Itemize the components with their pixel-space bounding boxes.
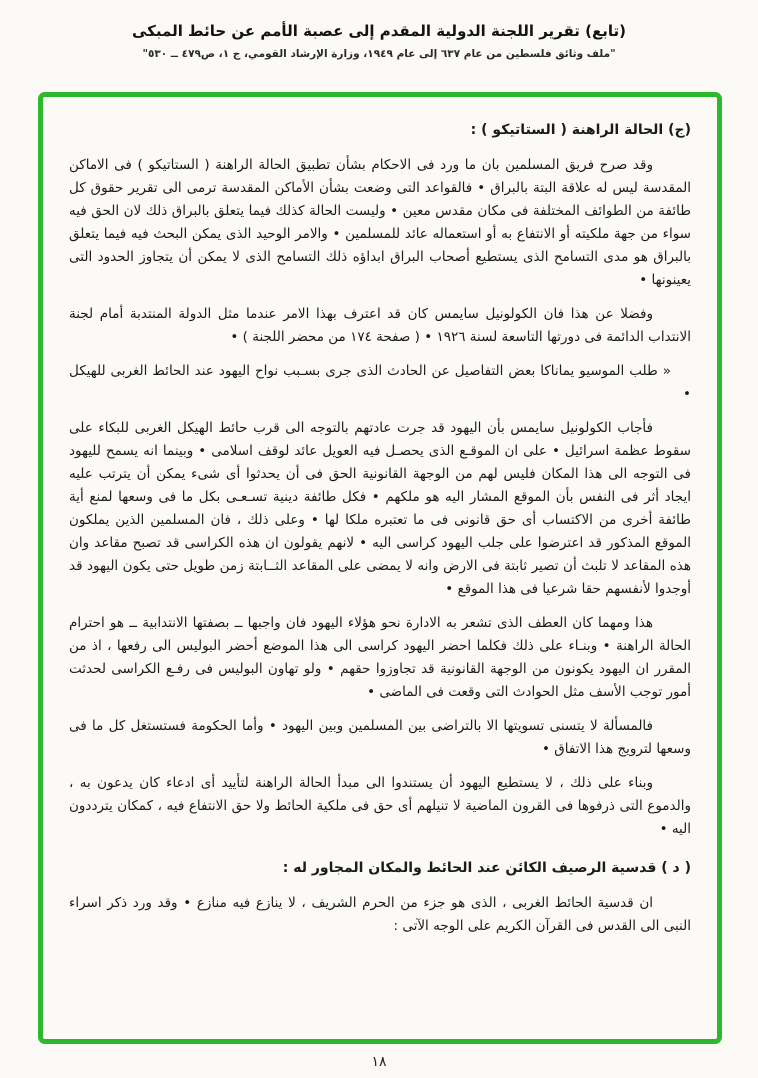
paragraph-4: فأجاب الكولونيل سايمس بأن اليهود قد جرت عادتهم بالتوجه الى قرب حائط الهيكل الغربى للبكاء على سقوط عظمة اسرائيل • على ان الموقـع الذى يحصـل فيه العويل عائد لوقف اسلامى • وبينما انه يسمح لليهود فى التوجه الى هذا المكان فليس لهم من الوجهة القانونية الحق فى أن يحدثوا أى شىء يمكن أن يترتب عليه ايجاد أثر فى النفس بأن الموقع المشار اليه هو ملكهم • فكل طائفة دينية تسـعـى بكل ما فى وسعها لمنع أية طائفة أخرى من الاكتساب أى حق قانونى فى ما تعتبره ملكا لها • وعلى ذلك ، فان المسلمين الذين يملكون الموقع المذكور قد اعترضوا على جلب اليهود كراسى اليه • لانهم يقولون ان هذه الكراسى قد تصبح مقاعد وان هذه المقاعد لا تلبث أن تصير ثابتة فى الارض وانه لا يمضى على المقاعد الثــابتة زمن طويل حتى يكون اليهود قد أوجدوا لأنفسهم حقا شرعيا فى هذا الموقع • [69,420,691,597]
green-border-frame [38,92,722,1044]
paragraph-6: فالمسألة لا يتسنى تسويتها الا بالتراضى بين المسلمين وبين اليهود • وأما الحكومة فستستغل كل ما فى وسعها لترويج هذا الاتفاق • [69,718,691,757]
paragraph-3-quote: « طلب الموسيو يماناكا بعض التفاصيل عن الحادث الذى جرى بسـبب نواح اليهود عند الحائط الغربى للهيكل • [69,363,691,402]
paragraph-5: هذا ومهما كان العطف الذى تشعر به الادارة نحو هؤلاء اليهود فان واجبها ــ بصفتها الانتدابية ــ هو احترام الحالة الراهنة • وبنـاء على ذلك فكلما احضر اليهود كراسى الى هذا الموضع أحضر البوليس الى رفعها ، اذ من المقرر ان اليهود يكونون من الوجهة القانونية قد تجاوزوا حقهم • ولو تهاون البوليس فى رفـع الكراسى لحدثت أمور توجب الأسف مثل الحوادث التى وقعت فى الماضى • [69,615,691,700]
document-header [0,0,758,60]
page-number: ١٨ [371,1054,387,1070]
document-source-citation: "ملف وثائق فلسطين من عام ٦٣٧ إلى عام ١٩٤٩، وزارة الإرشاد القومي، ج ١، ص٤٧٩ ــ ٥٣٠" [142,48,616,60]
section-d-heading: ( د ) قدسية الرصيف الكائن عند الحائط والمكان المجاور له : [282,860,691,876]
paragraph-7: وبناء على ذلك ، لا يستطيع اليهود أن يستندوا الى مبدأ الحالة الراهنة لتأييد أى ادعاء كان يدعون به ، والدموع التى ذرفوها فى القرون الماضية لا تنيلهم أى حق فى ملكية الحائط ولا حق الانتفاع فيه ، كمكان يترددون اليه • [69,775,691,837]
section-d-paragraph: ان قدسية الحائط الغربى ، الذى هو جزء من الحرم الشريف ، لا ينازع فيه منازع • وقد ورد ذكر اسراء النبى الى القدس فى القرآن الكريم على الوجه الآتى : [69,895,691,934]
paragraph-1: وقد صرح فريق المسلمين بان ما ورد فى الاحكام بشأن تطبيق الحالة الراهنة ( الستاتيكو ) فى الاماكن المقدسة ليس له علاقة البتة بالبراق • فالقواعد التى وضعت بشأن الأماكن المقدسة ترمى الى تقرير حقوق كل طائفة من الطوائف المختلفة فى مكان مقدس معين • وليست الحالة كذلك فيما يتعلق بالبراق ذلك لان الحق فيه سواء من جهة ملكيته أو الانتفاع به أو استعماله عائد للمسلمين • والامر الوحيد الذى يمكن البحث فيه فيما يتعلق بالبراق هو مدى التسامح الذى يستطيع أصحاب البراق ابداؤه ذلك التسامح الذى لا يمكن أن يتجاوز الحدود التى يعينونها • [69,157,691,288]
document-body [69,119,691,938]
document-title: (تابع) تقرير اللجنة الدولية المقدم إلى عصبة الأمم عن حائط المبكى [131,22,626,40]
page-footer [0,1051,758,1070]
section-c-heading: (ج) الحالة الراهنة ( الستاتيكو ) : [470,122,691,138]
paragraph-2: وفضلا عن هذا فان الكولونيل سايمس كان قد اعترف بهذا الامر عندما مثل الدولة المنتدبة أمام لجنة الانتداب الدائمة فى دورتها التاسعة لسنة ١٩٢٦ • ( صفحة ١٧٤ من محضر اللجنة ) • [69,306,691,345]
